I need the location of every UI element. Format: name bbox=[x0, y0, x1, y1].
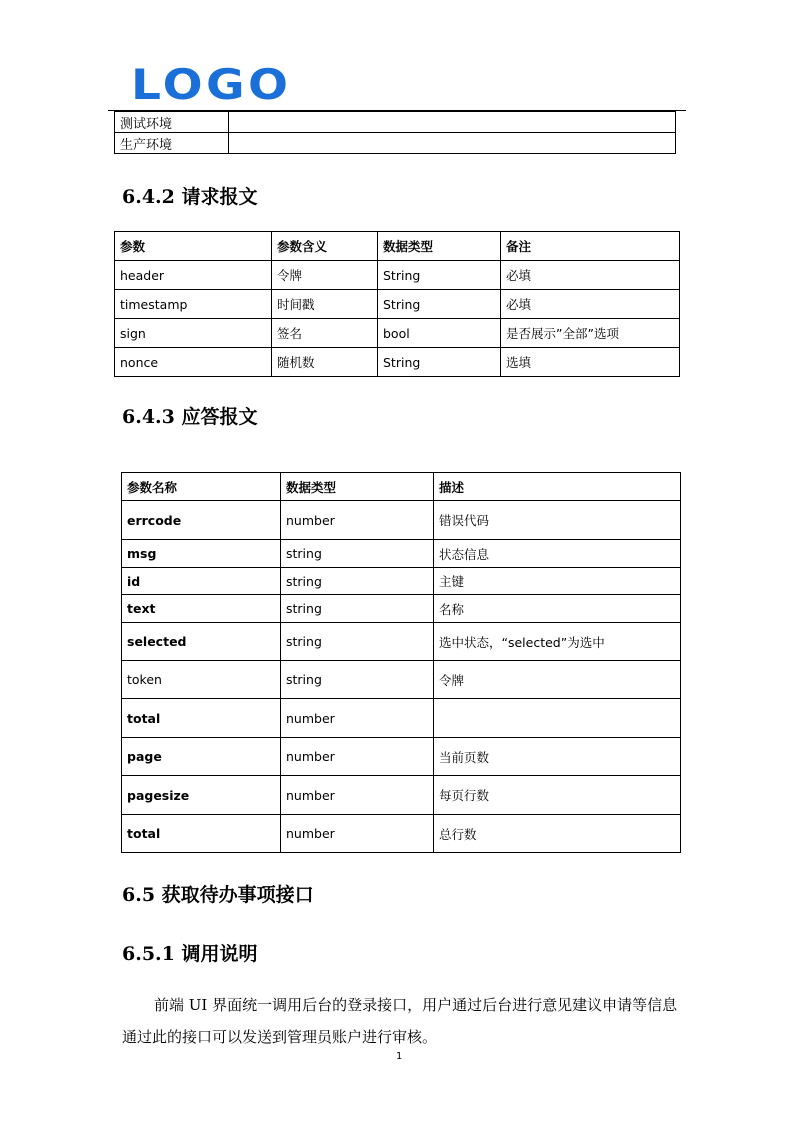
column-header: 数据类型 bbox=[281, 473, 434, 501]
env-value bbox=[229, 112, 676, 133]
column-header: 数据类型 bbox=[378, 232, 501, 261]
param-cell: total bbox=[122, 815, 281, 853]
env-value bbox=[229, 133, 676, 154]
desc-cell: 状态信息 bbox=[434, 540, 681, 568]
column-header: 参数 bbox=[115, 232, 272, 261]
column-header: 参数名称 bbox=[122, 473, 281, 501]
table-row bbox=[122, 595, 681, 623]
table-row bbox=[122, 815, 681, 853]
type-cell: number bbox=[281, 699, 434, 738]
table-header-row bbox=[115, 232, 680, 261]
param-cell: msg bbox=[122, 540, 281, 568]
logo: LOGO bbox=[131, 60, 292, 109]
meaning-cell: 令牌 bbox=[272, 261, 378, 290]
section-heading-6-5: 6.5 获取待办事项接口 bbox=[122, 884, 314, 906]
type-cell: String bbox=[378, 348, 501, 377]
type-cell: number bbox=[281, 501, 434, 540]
param-cell: nonce bbox=[115, 348, 272, 377]
env-label: 测试环境 bbox=[115, 112, 229, 133]
param-cell: selected bbox=[122, 623, 281, 661]
column-header: 备注 bbox=[501, 232, 680, 261]
type-cell: String bbox=[378, 290, 501, 319]
page-number: 1 bbox=[396, 1051, 403, 1062]
response-table bbox=[121, 472, 681, 853]
table-row bbox=[122, 699, 681, 738]
desc-cell: 选中状态，“selected”为选中 bbox=[434, 623, 681, 661]
param-cell: total bbox=[122, 699, 281, 738]
note-cell: 必填 bbox=[501, 261, 680, 290]
meaning-cell: 签名 bbox=[272, 319, 378, 348]
type-cell: String bbox=[378, 261, 501, 290]
table-row bbox=[115, 319, 680, 348]
table-row bbox=[115, 261, 680, 290]
body-paragraph: 前端 UI 界面统一调用后台的登录接口，用户通过后台进行意见建议申请等信息通过此的接口可以发送到管理员账户进行审核。 bbox=[122, 996, 678, 1046]
param-cell: token bbox=[122, 661, 281, 699]
type-cell: bool bbox=[378, 319, 501, 348]
desc-cell: 错误代码 bbox=[434, 501, 681, 540]
env-label: 生产环境 bbox=[115, 133, 229, 154]
note-cell: 选填 bbox=[501, 348, 680, 377]
section-heading-6-4-2: 6.4.2 请求报文 bbox=[122, 186, 258, 208]
note-cell: 是否展示”全部”选项 bbox=[501, 319, 680, 348]
table-row bbox=[122, 623, 681, 661]
table-row bbox=[115, 112, 676, 133]
desc-cell bbox=[434, 699, 681, 738]
table-row bbox=[122, 738, 681, 776]
table-row bbox=[115, 133, 676, 154]
table-row bbox=[122, 661, 681, 699]
param-cell: text bbox=[122, 595, 281, 623]
desc-cell: 令牌 bbox=[434, 661, 681, 699]
param-cell: page bbox=[122, 738, 281, 776]
section-heading-6-5-1: 6.5.1 调用说明 bbox=[122, 943, 258, 965]
meaning-cell: 时间戳 bbox=[272, 290, 378, 319]
note-cell: 必填 bbox=[501, 290, 680, 319]
meaning-cell: 随机数 bbox=[272, 348, 378, 377]
param-cell: pagesize bbox=[122, 776, 281, 815]
desc-cell: 总行数 bbox=[434, 815, 681, 853]
column-header: 描述 bbox=[434, 473, 681, 501]
type-cell: string bbox=[281, 540, 434, 568]
desc-cell: 每页行数 bbox=[434, 776, 681, 815]
type-cell: string bbox=[281, 661, 434, 699]
param-cell: header bbox=[115, 261, 272, 290]
param-cell: id bbox=[122, 568, 281, 595]
environment-table bbox=[114, 111, 676, 154]
table-row bbox=[122, 568, 681, 595]
request-table bbox=[114, 231, 680, 377]
type-cell: number bbox=[281, 776, 434, 815]
desc-cell: 主键 bbox=[434, 568, 681, 595]
type-cell: number bbox=[281, 738, 434, 776]
table-row bbox=[115, 348, 680, 377]
type-cell: string bbox=[281, 595, 434, 623]
table-row bbox=[122, 776, 681, 815]
desc-cell: 当前页数 bbox=[434, 738, 681, 776]
section-heading-6-4-3: 6.4.3 应答报文 bbox=[122, 406, 258, 428]
type-cell: string bbox=[281, 623, 434, 661]
column-header: 参数含义 bbox=[272, 232, 378, 261]
param-cell: errcode bbox=[122, 501, 281, 540]
desc-cell: 名称 bbox=[434, 595, 681, 623]
param-cell: sign bbox=[115, 319, 272, 348]
param-cell: timestamp bbox=[115, 290, 272, 319]
table-row bbox=[115, 290, 680, 319]
table-row bbox=[122, 501, 681, 540]
table-header-row bbox=[122, 473, 681, 501]
type-cell: string bbox=[281, 568, 434, 595]
type-cell: number bbox=[281, 815, 434, 853]
table-row bbox=[122, 540, 681, 568]
